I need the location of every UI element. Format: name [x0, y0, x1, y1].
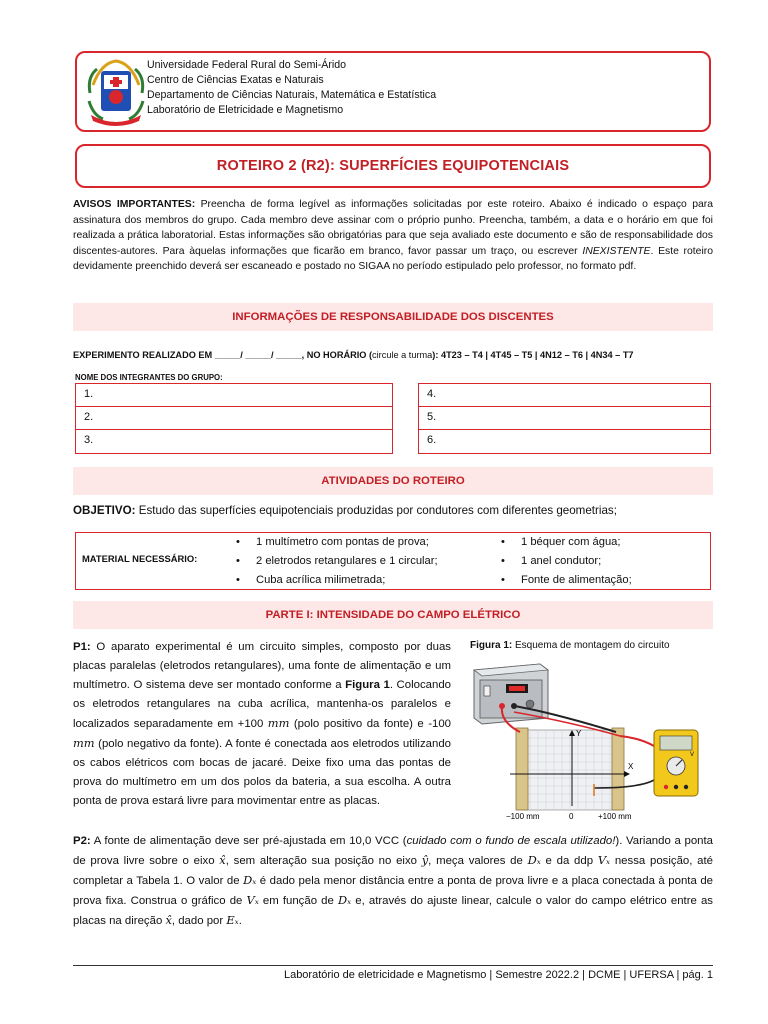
tick-label-pos: +100 mm [598, 812, 632, 821]
materials-box [75, 532, 711, 590]
lab-name: Laboratório de Eletricidade e Magnetismo [147, 104, 344, 116]
p2-t7: é dado pela menor distância entre a ponta de prova livre e a placa conectada à ponta de prova fixa. Construa o gráfico de [73, 875, 713, 907]
p2-t1: A fonte de alimentação deve ser pré-ajustada em 10,0 VCC ( [90, 835, 407, 847]
notice-emphasis: INEXISTENTE [582, 245, 651, 257]
notice-label: AVISOS IMPORTANTES: [73, 199, 196, 210]
p1-unit-2: mm [73, 736, 95, 750]
paragraph-p1 [73, 638, 451, 811]
multimeter-icon [654, 730, 698, 796]
figure-caption-text: Esquema de montagem do circuito [512, 640, 670, 651]
p2-vx: Vₓ [597, 853, 611, 867]
p2-yhat: ŷ [421, 853, 429, 867]
p1-figure-ref: Figura 1 [345, 679, 390, 691]
p2-dx2: Dₓ [243, 873, 257, 887]
p2-label: P2: [73, 835, 91, 847]
university-crest-icon [87, 57, 145, 127]
experiment-suffix: ): 4T23 – T4 | 4T45 – T5 | 4N12 – T6 | 4N34 – T7 [432, 350, 634, 360]
p2-xhat2: x̂ [165, 913, 172, 927]
experiment-circle-hint: circule a turma [372, 350, 433, 360]
department-name: Departamento de Ciências Naturais, Matemática e Estatística [147, 89, 437, 101]
p1-label: P1: [73, 641, 91, 653]
p2-t9: e, através do ajuste linear, calcule o valor do campo elétrico entre as placas na direção [73, 895, 713, 927]
member-row[interactable]: 5. [419, 407, 710, 430]
p2-t2: ). Variando a ponta de prova livre sobre o eixo [73, 835, 713, 867]
material-item: • 2 eletrodos retangulares e 1 circular; [236, 552, 438, 571]
p2-t3: , sem alteração sua posição no eixo [225, 855, 422, 867]
p1-text-a: O aparato experimental é um circuito simples, composto por duas placas paralelas (eletrodos retangulares), uma fonte de alimentação e um multímetro. O sistema deve ser montado conforme a [73, 641, 451, 691]
p2-dx3: Dₓ [337, 893, 352, 907]
center-name: Centro de Ciências Exatas e Naturais [147, 74, 324, 86]
materials-label: MATERIAL NECESSÁRIO: [82, 553, 198, 564]
material-item: • 1 béquer com água; [501, 533, 632, 552]
p2-xhat: x̂ [219, 853, 226, 867]
title-box [75, 144, 711, 188]
member-row[interactable]: 6. [427, 434, 437, 446]
experiment-prefix: EXPERIMENTO REALIZADO EM _____/ _____/ _____, NO HORÁRIO ( [73, 350, 373, 360]
section-band-activities [73, 467, 713, 495]
y-axis-label: Y [576, 729, 582, 738]
important-notice [73, 197, 713, 275]
section-title-activities: ATIVIDADES DO ROTEIRO [321, 475, 465, 487]
objective-label: OBJETIVO: [73, 504, 136, 517]
x-axis-arrow-icon [624, 771, 630, 777]
p1-text-d: (polo negativo da fonte). A fonte é conectada aos eletrodos utilizando os cabos elétricos com bocas de jacaré. Deixe fixo uma das pontas de prova do multímetro em um dos polos da bateria, a sua escolha. A outra ponta de prova estará livre para movimentar entre as placas. [73, 738, 451, 807]
member-row[interactable]: 2. [76, 407, 392, 430]
experiment-date-line [73, 350, 713, 360]
members-label: NOME DOS INTEGRANTES DO GRUPO: [75, 373, 223, 382]
probe-cable-red [620, 736, 654, 746]
p2-t4: , meça valores de [428, 855, 528, 867]
member-row[interactable]: 3. [84, 434, 94, 446]
members-table-left [75, 383, 393, 454]
section-title-info: INFORMAÇÕES DE RESPONSABILIDADE DOS DISCENTES [232, 311, 554, 323]
acrylic-tank-grid [522, 730, 618, 810]
p2-t1-italic: cuidado com o fundo de escala utilizado! [406, 835, 616, 847]
university-name: Universidade Federal Rural do Semi-Árido [147, 59, 347, 71]
material-item: • Cuba acrílica milimetrada; [236, 571, 438, 590]
p2-t8: em função de [258, 895, 338, 907]
p1-text-c: (polo positivo da fonte) e -100 [289, 718, 451, 730]
footer-divider [73, 965, 713, 966]
p2-ex: Eₓ [226, 913, 239, 927]
figure-caption-label: Figura 1: [470, 640, 513, 651]
institution-header [75, 51, 711, 132]
p2-t6: nessa posição, até completar a Tabela 1. O valor de [73, 855, 714, 887]
material-item: • 1 anel condutor; [501, 552, 632, 571]
materials-list-2 [501, 533, 632, 590]
material-item: • 1 multímetro com pontas de prova; [236, 533, 438, 552]
member-row[interactable]: 1. [76, 384, 392, 407]
paragraph-p2 [73, 832, 713, 931]
p2-vx2: Vₓ [246, 893, 259, 907]
figure-caption [470, 640, 670, 651]
tick-label-zero: 0 [569, 812, 574, 821]
p1-unit-1: mm [267, 716, 290, 730]
p2-t11: . [238, 915, 242, 927]
page-footer: Laboratório de eletricidade e Magnetismo | Semestre 2022.2 | DCME | UFERSA | pág. 1 [283, 969, 713, 981]
section-band-part1 [73, 601, 713, 629]
page-title: ROTEIRO 2 (R2): SUPERFÍCIES EQUIPOTENCIAIS [216, 158, 570, 174]
p2-t10: , dado por [171, 915, 227, 927]
members-table-right [418, 383, 711, 454]
section-title-part1: PARTE I: INTENSIDADE DO CAMPO ELÉTRICO [265, 609, 521, 621]
tick-label-neg: −100 mm [506, 812, 540, 821]
objective [73, 504, 617, 517]
material-item: • Fonte de alimentação; [501, 571, 632, 590]
member-row[interactable]: 4. [419, 384, 710, 407]
p2-dx: Dₓ [527, 853, 541, 867]
negative-electrode [516, 728, 528, 810]
positive-electrode [612, 728, 624, 810]
p1-text-b: . Colocando os eletrodos retangulares na cuba acrílica, mantenha-os paralelos e localizados separadamente em +100 [73, 679, 452, 730]
x-axis-label: X [628, 762, 634, 771]
p2-t5: e da ddp [540, 855, 598, 867]
section-band-info [73, 303, 713, 331]
circuit-diagram [470, 656, 702, 822]
objective-text: Estudo das superfícies equipotenciais produzidas por condutores com diferentes geometrias; [135, 504, 617, 517]
notice-text-b: . Este roteiro devidamente preenchido deverá ser escaneado e postado no SIGAA no período estipulado pelo professor, no formato pdf. [73, 245, 714, 272]
power-supply-icon [474, 664, 548, 724]
notice-text-a: Preencha de forma legível as informações solicitadas por este roteiro. Abaixo é indicado o espaço para assinatura dos membros do grupo. Cada membro deve assinar com o próprio punho. Preencha, também, a data e o horário em que foi realizada a prática laboratorial. Estas informações são obrigatórias para que seja avaliado este documento e são de responsabilidade dos discentes-autores. Para àquelas informações que ficarão em branco, favor passar um traço, ou escrever [73, 199, 713, 257]
materials-list-1 [236, 533, 438, 590]
meter-label: V [690, 752, 695, 758]
